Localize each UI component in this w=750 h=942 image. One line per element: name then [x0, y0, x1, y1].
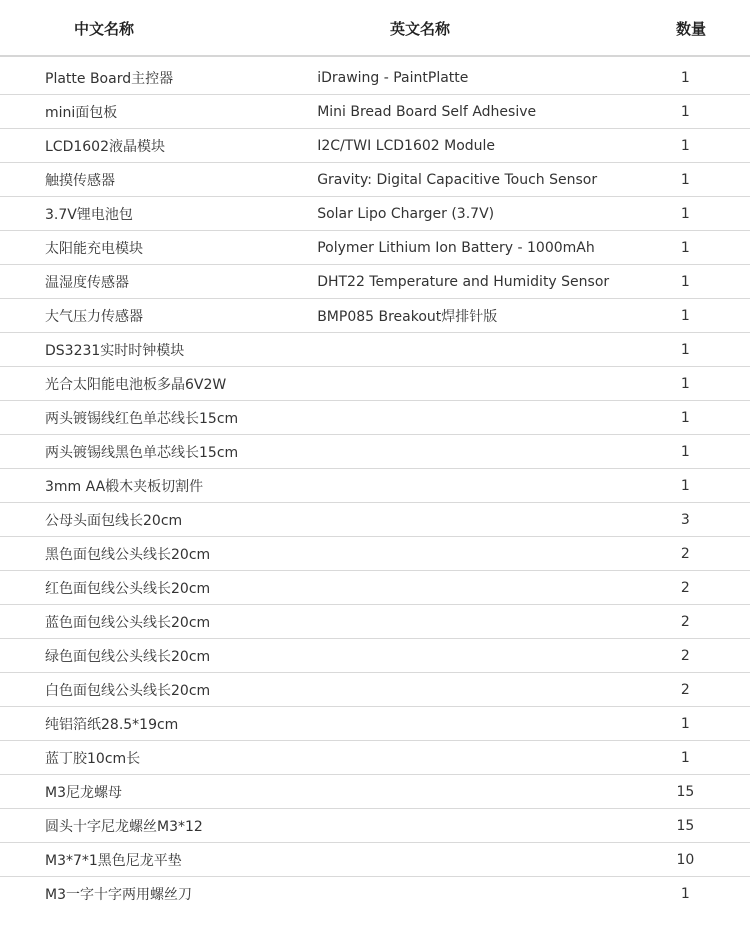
table-row: [0, 843, 750, 877]
cell-quantity: 1: [680, 239, 690, 256]
table-row: [0, 435, 750, 469]
cell-chinese-name: 3.7V锂电池包: [45, 206, 133, 223]
cell-chinese-name: 公母头面包线长20cm: [45, 512, 183, 529]
cell-english-name: Mini Bread Board Self Adhesive: [317, 103, 537, 120]
cell-chinese-name: 触摸传感器: [45, 172, 115, 189]
table-row: [0, 537, 750, 571]
cell-chinese-name: 圆头十字尼龙螺丝M3*12: [45, 818, 203, 835]
cell-chinese-name: 蓝色面包线公头线长20cm: [45, 614, 211, 631]
header-quantity: 数量: [675, 20, 706, 38]
table-row: [0, 571, 750, 605]
cell-chinese-name: M3*7*1黑色尼龙平垫: [45, 852, 182, 869]
cell-quantity: 3: [680, 511, 690, 528]
cell-chinese-name: 大气压力传感器: [45, 308, 143, 325]
table-row: [0, 673, 750, 707]
cell-english-name: Gravity: Digital Capacitive Touch Sensor: [317, 171, 598, 188]
cell-quantity: 1: [680, 307, 690, 324]
table-row: [0, 333, 750, 367]
table-row: [0, 605, 750, 639]
cell-chinese-name: 白色面包线公头线长20cm: [45, 682, 211, 699]
cell-chinese-name: LCD1602液晶模块: [45, 138, 165, 155]
cell-quantity: 1: [680, 715, 690, 732]
cell-chinese-name: Platte Board主控器: [45, 70, 174, 87]
cell-quantity: 2: [680, 545, 690, 562]
cell-quantity: 1: [680, 409, 690, 426]
cell-quantity: 1: [680, 205, 690, 222]
cell-chinese-name: 温湿度传感器: [45, 274, 129, 291]
cell-chinese-name: M3尼龙螺母: [45, 784, 122, 801]
table-row: [0, 95, 750, 129]
cell-quantity: 15: [676, 783, 695, 800]
cell-chinese-name: 蓝丁胶10cm长: [45, 750, 141, 767]
table-row: [0, 265, 750, 299]
cell-quantity: 1: [680, 171, 690, 188]
cell-chinese-name: 红色面包线公头线长20cm: [45, 580, 211, 597]
cell-quantity: 1: [680, 477, 690, 494]
cell-quantity: 1: [680, 273, 690, 290]
table-row: [0, 129, 750, 163]
header-chinese-name: 中文名称: [73, 20, 134, 38]
cell-quantity: 1: [680, 103, 690, 120]
table-row: [0, 707, 750, 741]
cell-quantity: 1: [680, 69, 690, 86]
header-english-name: 英文名称: [389, 20, 450, 38]
cell-chinese-name: DS3231实时时钟模块: [45, 342, 185, 359]
cell-chinese-name: M3一字十字两用螺丝刀: [45, 887, 192, 903]
cell-quantity: 2: [680, 647, 690, 664]
cell-chinese-name: 光合太阳能电池板多晶6V2W: [45, 376, 227, 393]
table-row: [0, 809, 750, 843]
table-body: [0, 61, 750, 911]
cell-english-name: Polymer Lithium Ion Battery - 1000mAh: [317, 239, 595, 256]
table-row: [0, 503, 750, 537]
table-row: [0, 401, 750, 435]
cell-chinese-name: 黑色面包线公头线长20cm: [45, 546, 211, 563]
cell-quantity: 2: [680, 579, 690, 596]
cell-quantity: 1: [680, 443, 690, 460]
cell-english-name: Solar Lipo Charger (3.7V): [317, 205, 495, 222]
cell-quantity: 1: [680, 137, 690, 154]
table-row: [0, 231, 750, 265]
cell-english-name: iDrawing - PaintPlatte: [317, 69, 469, 86]
table-row: [0, 469, 750, 503]
cell-chinese-name: 纯铝箔纸28.5*19cm: [45, 716, 179, 733]
cell-chinese-name: mini面包板: [45, 104, 118, 121]
cell-quantity: 1: [680, 375, 690, 392]
table-row: [0, 639, 750, 673]
table-header: [0, 0, 750, 57]
table-row: [0, 775, 750, 809]
cell-chinese-name: 两头镀锡线黑色单芯线长15cm: [45, 444, 239, 461]
table-row: [0, 299, 750, 333]
cell-quantity: 15: [676, 817, 695, 834]
cell-quantity: 10: [676, 851, 695, 868]
cell-quantity: 1: [680, 341, 690, 358]
cell-chinese-name: 绿色面包线公头线长20cm: [45, 648, 211, 665]
cell-quantity: 1: [680, 886, 690, 902]
table-row: [0, 61, 750, 95]
table-row: [0, 877, 750, 911]
cell-chinese-name: 太阳能充电模块: [45, 240, 143, 257]
table-row: [0, 197, 750, 231]
cell-english-name: BMP085 Breakout焊排针版: [317, 308, 498, 325]
cell-quantity: 2: [680, 681, 690, 698]
cell-quantity: 2: [680, 613, 690, 630]
cell-quantity: 1: [680, 749, 690, 766]
cell-english-name: DHT22 Temperature and Humidity Sensor: [317, 273, 610, 290]
cell-english-name: I2C/TWI LCD1602 Module: [317, 137, 496, 154]
table-row: [0, 163, 750, 197]
cell-chinese-name: 两头镀锡线红色单芯线长15cm: [45, 410, 239, 427]
cell-chinese-name: 3mm AA椴木夹板切割件: [45, 478, 204, 495]
table-row: [0, 367, 750, 401]
table-row: [0, 741, 750, 775]
